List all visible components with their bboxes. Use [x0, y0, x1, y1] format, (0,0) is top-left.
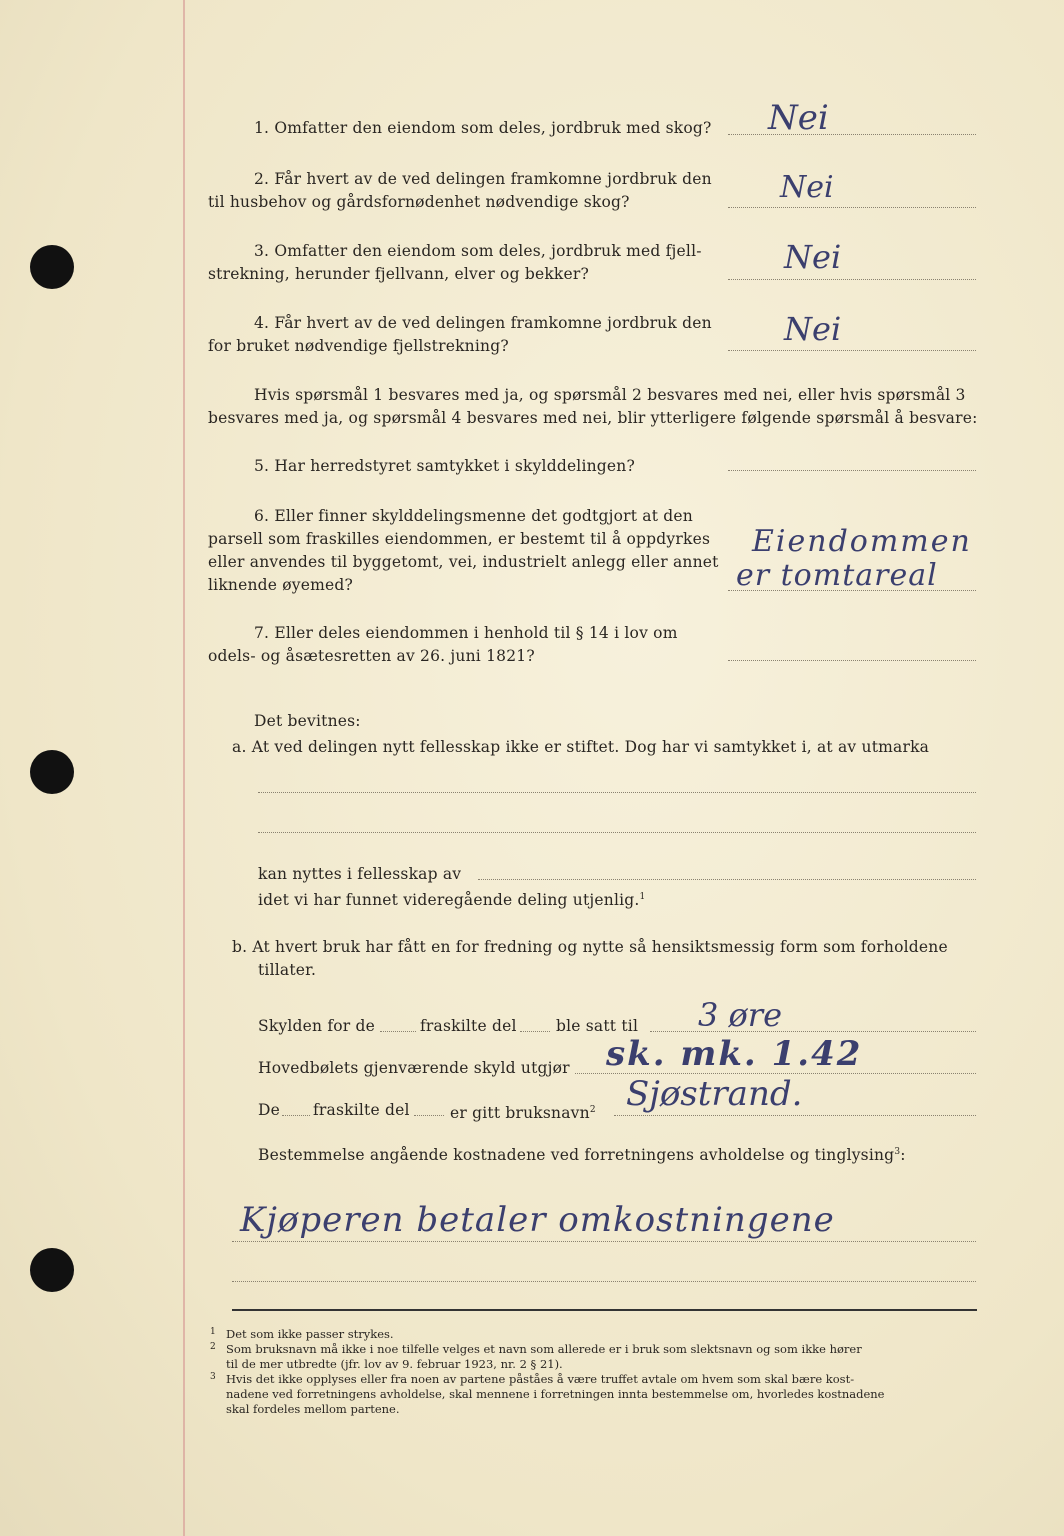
- testimony-a-line-3: idet vi har funnet videregående deling utjenlig.: [258, 891, 640, 910]
- navn-label-c: er gitt bruksnavn: [450, 1104, 590, 1123]
- question-3-line-1: 3. Omfatter den eiendom som deles, jordbruk med fjell-: [254, 242, 702, 260]
- footnote-2-line-2: til de mer utbredte (jfr. lov av 9. februar 1923, nr. 2 § 21).: [226, 1357, 563, 1371]
- question-4-line-2: for bruket nødvendige fjellstrekning?: [208, 337, 509, 355]
- answer-line-5: [728, 470, 976, 471]
- answer-6-line-1: Eiendommen: [752, 524, 972, 559]
- navn-blank-a: [282, 1115, 310, 1116]
- kost-label-wrap: [258, 1141, 906, 1167]
- question-7-line-1: 7. Eller deles eiendommen i henhold til § 14 i lov om: [254, 624, 678, 642]
- question-2-line-2: til husbehov og gårdsfornødenhet nødvendige skog?: [208, 193, 630, 211]
- answer-line-1: [728, 134, 976, 135]
- answer-2: Nei: [780, 170, 834, 205]
- question-4-line-1: 4. Får hvert av de ved delingen framkomne jordbruk den: [254, 314, 712, 332]
- answer-line-2: [728, 207, 976, 208]
- question-6-line-2: parsell som fraskilles eiendommen, er bestemt til å oppdyrkes: [208, 530, 711, 548]
- skyld-label-b: fraskilte del: [420, 1017, 517, 1035]
- navn-value: Sjøstrand.: [626, 1074, 803, 1114]
- footnote-rule: [232, 1309, 977, 1311]
- hoved-label: Hovedbølets gjenværende skyld utgjør: [258, 1059, 570, 1077]
- answer-3: Nei: [784, 238, 842, 276]
- question-5: 5. Har herredstyret samtykket i skylddelingen?: [254, 457, 635, 475]
- answer-line-7: [728, 660, 976, 661]
- blank-line-3: [478, 879, 976, 880]
- answer-6-line-2: er tomtareal: [736, 558, 938, 593]
- skyld-blank-a: [380, 1031, 416, 1032]
- testimony-heading: Det bevitnes:: [254, 712, 361, 730]
- footnote-2-line-1: Som bruksnavn må ikke i noe tilfelle velges et navn som allerede er i bruk som slektsnavn og som ikke hører: [226, 1342, 862, 1356]
- blank-line-1: [258, 792, 976, 793]
- footnote-3-line-2: nadene ved forretningens avholdelse, skal mennene i forretningen innta bestemmelse om, hvorledes kostnadene: [226, 1387, 885, 1401]
- skyld-label-c: ble satt til: [556, 1017, 639, 1035]
- question-6-line-3: eller anvendes til byggetomt, vei, industrielt anlegg eller annet: [208, 553, 719, 571]
- testimony-b-line-2: tillater.: [258, 961, 317, 979]
- kost-value: Kjøperen betaler omkostningene: [240, 1200, 835, 1240]
- kost-line-1: [232, 1241, 976, 1242]
- footnote-2-num: 2: [210, 1342, 216, 1352]
- kost-line-2: [232, 1281, 976, 1282]
- punch-hole-bottom: [30, 1248, 74, 1292]
- footnote-1-num: 1: [210, 1327, 216, 1337]
- skyld-label-a: Skylden for de: [258, 1017, 376, 1035]
- footnote-3-line-1: Hvis det ikke opplyses eller fra noen av partene påståes å være truffet avtale om hvem som skal bære kost-: [226, 1372, 855, 1386]
- question-2-line-1: 2. Får hvert av de ved delingen framkomne jordbruk den: [254, 170, 712, 188]
- navn-label-a: De: [258, 1101, 281, 1119]
- skyld-value: 3 øre: [698, 996, 783, 1034]
- hoved-value: sk. mk. 1.42: [606, 1034, 863, 1074]
- testimony-b-line-1: b. At hvert bruk har fått en for fredning og nytte så hensiktsmessig form som forholdene: [232, 938, 948, 956]
- question-1: 1. Omfatter den eiendom som deles, jordbruk med skog?: [254, 119, 712, 137]
- testimony-a-line-3-wrap: [258, 886, 645, 912]
- intro-line-2: besvares med ja, og spørsmål 4 besvares med nei, blir ytterligere følgende spørsmål å besvare:: [208, 409, 978, 427]
- question-6-line-4: liknende øyemed?: [208, 576, 354, 594]
- footnote-ref-1: 1: [639, 892, 646, 902]
- footnote-3-line-3: skal fordeles mellom partene.: [226, 1402, 400, 1416]
- footnote-1: Det som ikke passer strykes.: [226, 1327, 394, 1341]
- answer-4: Nei: [784, 310, 842, 348]
- answer-line-4: [728, 350, 976, 351]
- kost-label-suffix: :: [900, 1146, 906, 1165]
- margin-rule: [183, 0, 185, 1536]
- question-7-line-2: odels- og åsætesretten av 26. juni 1821?: [208, 647, 535, 665]
- navn-blank-b: [414, 1115, 444, 1116]
- navn-label-c-wrap: [450, 1099, 596, 1125]
- footnote-3-num: 3: [210, 1372, 216, 1382]
- navn-label-b: fraskilte del: [313, 1101, 410, 1119]
- testimony-a-line-1: a. At ved delingen nytt fellesskap ikke er stiftet. Dog har vi samtykket i, at av utmarka: [232, 738, 930, 756]
- kost-label: Bestemmelse angående kostnadene ved forretningens avholdelse og tinglysing: [258, 1146, 895, 1165]
- blank-line-2: [258, 832, 976, 833]
- footnote-ref-2: 2: [589, 1105, 596, 1115]
- navn-answer-line: [614, 1115, 976, 1116]
- punch-hole-top: [30, 245, 74, 289]
- footnote-ref-3: 3: [894, 1147, 901, 1157]
- intro-line-1: Hvis spørsmål 1 besvares med ja, og spørsmål 2 besvares med nei, eller hvis spørsmål 3: [254, 386, 966, 404]
- punch-hole-middle: [30, 750, 74, 794]
- testimony-a-line-2: kan nyttes i fellesskap av: [258, 865, 462, 883]
- question-3-line-2: strekning, herunder fjellvann, elver og bekker?: [208, 265, 590, 283]
- skyld-blank-b: [520, 1031, 550, 1032]
- answer-line-3: [728, 279, 976, 280]
- answer-1: Nei: [768, 98, 829, 138]
- question-6-line-1: 6. Eller finner skylddelingsmenne det godtgjort at den: [254, 507, 693, 525]
